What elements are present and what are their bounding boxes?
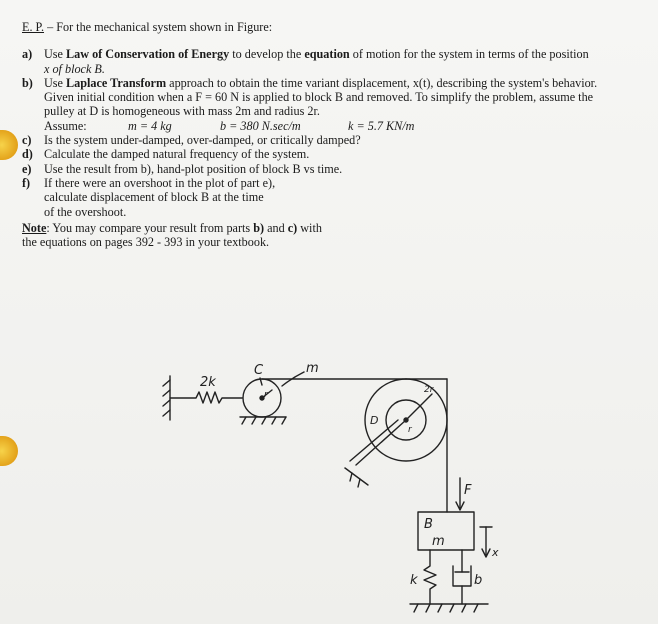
support-ground [345,468,368,485]
qb-post: approach to obtain the time variant displacement, x(t), describing the system's behavior. [166,75,598,90]
spring-k [424,550,436,604]
question-f-line3: of the overshoot. [44,204,127,219]
ground-hatch [414,604,418,612]
question-d-text: Calculate the damped natural frequency of the system. [44,147,310,162]
label-k: k [410,573,418,588]
note-and: and [264,220,288,235]
assume-b: b = 380 N.sec/m [220,118,301,133]
question-f-line2: calculate displacement of block B at the time [44,190,264,205]
question-c-label: c) [22,133,32,148]
label-d: D [370,414,379,427]
question-c-text: Is the system under-damped, over-damped, or critically damped? [44,133,361,148]
label-b-block: B [424,517,433,532]
note-post: with [297,220,322,235]
ground-hatch [282,417,286,424]
ground-hatch [242,417,246,424]
ground-hatch [426,604,430,612]
question-b-line3: pulley at D is homogeneous with mass 2m and radius 2r. [44,104,320,119]
pulley-radius-2r [406,394,432,420]
ground-hatch [474,604,478,612]
label-r-roller: r [264,390,268,400]
question-e-label: e) [22,161,32,176]
label-m-top: m [306,361,319,376]
label-2k: 2k [200,375,216,390]
problem-intro: For the mechanical system shown in Figure: [56,20,273,34]
qb-bold1: Laplace Transform [66,75,167,90]
question-b-label: b) [22,75,33,90]
wall-hatch [163,380,170,386]
wall-hatch [163,400,170,406]
note-c-ref: c) [287,220,298,235]
label-b-damper: b [474,573,483,588]
qa-bold2: equation [304,47,350,62]
label-c: C [254,363,264,378]
ground-hatch [272,417,276,424]
pulley-support [356,420,406,465]
label-x: x [492,546,499,559]
qa-line2: x of block B. [44,61,105,76]
question-b-line2: Given initial condition when a F = 60 N is applied to block B and removed. To simplify the problem, assume the [44,90,594,105]
wall-hatch [163,390,170,396]
assume-k: k = 5.7 KN/m [348,118,415,133]
question-f-line1: If there were an overshoot in the plot of part e), [44,175,276,190]
assume-label: Assume: [44,118,87,133]
note-pre: : You may compare your result from parts [46,220,254,235]
label-f: F [464,483,472,498]
label-2r: 2r [424,385,434,395]
assume-m: m = 4 kg [128,118,172,133]
ground-hatch [462,604,466,612]
problem-label: E. P. [22,20,45,34]
wall-hatch [163,410,170,416]
question-f-label: f) [22,175,31,190]
support-hatch [358,479,360,487]
qa-post: of motion for the system in terms of the position [349,47,589,62]
ground-hatch [438,604,442,612]
spring-2k [170,392,242,403]
question-d-label: d) [22,147,33,162]
ground-hatch [450,604,454,612]
qa-pre: Use [44,47,67,62]
question-e-text: Use the result from b), hand-plot position of block B vs time. [44,161,343,176]
label-r-inner: r [408,425,412,435]
label-m-block: m [432,534,445,549]
title-dash: – [44,20,57,34]
ground-hatch [252,417,256,424]
note-line2: the equations on pages 392 - 393 in your textbook. [22,235,270,250]
ground-hatch [262,417,266,424]
support-hatch [350,473,352,481]
qa-bold1: Law of Conservation of Energy [66,47,230,62]
note-b-ref: b) [253,220,265,235]
note-label: Note [22,220,47,235]
qb-pre: Use [44,75,67,90]
question-a-label: a) [22,47,33,62]
qa-mid: to develop the [229,47,305,62]
